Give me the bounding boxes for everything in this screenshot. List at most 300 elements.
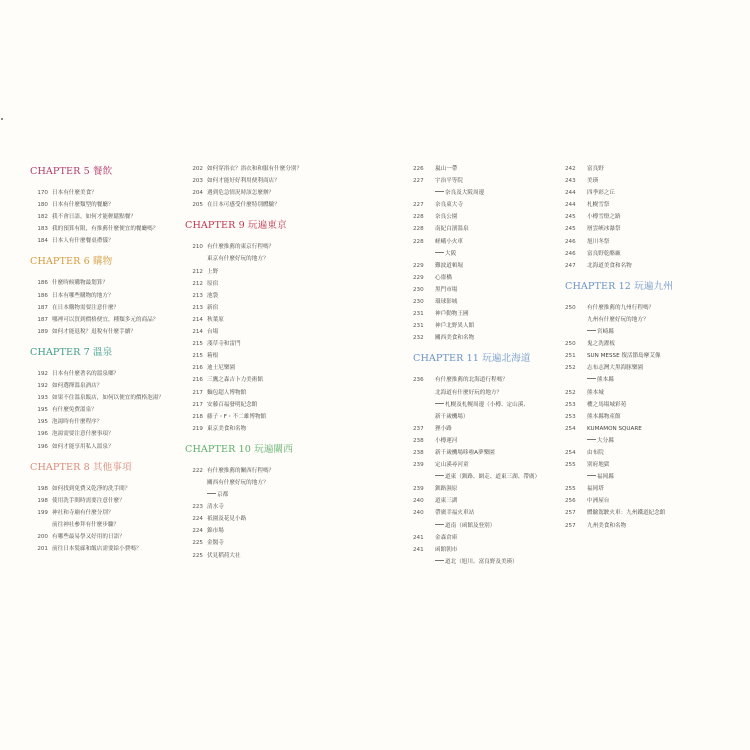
entry-title-text: 我不會日語，如何才能輕鬆點餐？ <box>52 214 136 221</box>
contents-entry <box>30 302 180 314</box>
entry-title-text: 狸小路 <box>435 425 452 432</box>
entry-title <box>52 519 180 531</box>
entry-title <box>435 471 563 483</box>
contents-entry <box>565 520 730 532</box>
contents-entry <box>185 253 385 265</box>
entry-title <box>52 314 180 326</box>
entry-title-text: 札幌及札幌周邊（小樽、定山溪、 <box>445 401 529 408</box>
entry-title-text: 如何才能享用私人溫泉？ <box>52 443 114 450</box>
entry-title-text: 錦市場 <box>207 528 224 535</box>
entry-title <box>435 296 563 308</box>
entry-page-number: 199 <box>37 509 48 516</box>
entry-page-number: 228 <box>413 226 424 233</box>
entry-page-number: 238 <box>413 449 424 456</box>
entry-title <box>52 235 180 247</box>
contents-entry <box>185 525 385 537</box>
contents-entry <box>30 392 180 404</box>
entry-title <box>587 483 730 495</box>
entry-page-number: 228 <box>413 238 424 245</box>
entry-title-text: 清水寺 <box>207 504 224 511</box>
contents-entry <box>565 399 730 411</box>
entry-title-text: 有哪些最易學又好用的日語？ <box>52 533 125 540</box>
contents-entry <box>185 163 385 175</box>
entry-page-number: 224 <box>192 528 203 535</box>
entry-title-text: 什麼時候購物最划算？ <box>52 280 108 287</box>
chapter-heading: CHAPTER 5 餐飲 <box>30 166 113 177</box>
entry-title-text: 鬼之洗濯板 <box>587 341 615 348</box>
chapter-heading: CHAPTER 6 購物 <box>30 256 113 268</box>
entry-title-text: 環球影城 <box>435 299 458 306</box>
contents-entry <box>185 314 385 326</box>
entry-title-text: 福岡塔 <box>587 486 604 493</box>
entry-page-number: 238 <box>413 437 424 444</box>
entry-page-number: 201 <box>37 546 48 553</box>
entry-page-number: 254 <box>565 425 576 432</box>
entry-title-text: 由布院 <box>587 449 604 456</box>
entry-page-number: 231 <box>413 323 424 330</box>
entry-page-number: 247 <box>565 262 576 269</box>
contents-entry <box>30 507 180 519</box>
entry-title-text: 如何才能退稅？退稅有什麼手續？ <box>52 328 136 335</box>
entry-page-number: 239 <box>413 486 424 493</box>
entry-title-text: 如何穿浴衣？浴衣和和服有什麼分別？ <box>207 166 303 172</box>
contents-entry <box>185 537 385 549</box>
entry-page-number: 246 <box>565 250 576 257</box>
contents-entry <box>185 477 385 489</box>
contents-entry <box>413 187 563 199</box>
contents-entry <box>413 447 563 459</box>
entry-page-number: 229 <box>413 262 424 269</box>
contents-entry <box>185 350 385 362</box>
contents-entry <box>565 199 730 211</box>
contents-entry <box>185 266 385 278</box>
entry-page-number: 183 <box>37 226 48 233</box>
contents-entry <box>413 495 563 507</box>
entry-title-text: 我的預算有限，有推薦什麼便宜的餐廳嗎？ <box>52 226 159 233</box>
contents-entry <box>413 459 563 471</box>
entry-title-text: 神戶北野異人館 <box>435 323 475 330</box>
page-margin-mark <box>1 118 3 120</box>
entry-title <box>435 332 563 344</box>
entry-title <box>587 447 730 459</box>
chapter-heading: CHAPTER 11 玩遍北海道 <box>413 353 531 365</box>
entry-title-text: 志布志灣大黑海豚樂園 <box>587 365 643 372</box>
entry-title-text: 有什麼推薦的九州行程嗎？ <box>587 304 655 311</box>
contents-entry <box>413 260 563 272</box>
contents-entry <box>413 556 563 568</box>
entry-title <box>435 423 563 435</box>
entry-title <box>435 507 563 519</box>
entry-title <box>587 435 730 447</box>
entry-title <box>207 489 385 501</box>
entry-title-text: 安藤百福發明紀念館 <box>207 401 258 408</box>
entry-title <box>52 495 180 507</box>
entry-title <box>587 423 730 435</box>
contents-entry <box>185 423 385 435</box>
entry-title <box>587 326 730 338</box>
entry-title <box>52 507 180 519</box>
entry-title <box>207 266 385 278</box>
contents-entry <box>30 326 180 338</box>
contents-entry <box>413 399 563 411</box>
entry-page-number: 225 <box>192 540 203 547</box>
entry-page-number: 205 <box>192 202 203 209</box>
contents-entry <box>30 199 180 211</box>
entry-page-number: 187 <box>37 316 48 323</box>
entry-title <box>52 531 180 543</box>
entry-title <box>52 483 180 495</box>
contents-entry <box>30 416 180 428</box>
entry-title-text: 在日本購物需要注意什麼？ <box>52 304 120 311</box>
contents-entry <box>185 326 385 338</box>
entry-page-number: 196 <box>37 431 48 438</box>
entry-title <box>435 248 563 260</box>
entry-page-number: 246 <box>565 238 576 245</box>
entry-title <box>587 471 730 483</box>
entry-page-number: 242 <box>565 166 576 172</box>
contents-entry <box>413 248 563 260</box>
contents-entry <box>413 544 563 556</box>
entry-title-text: 有什麼推薦的關西行程嗎？ <box>207 467 275 474</box>
entry-title <box>207 465 385 477</box>
contents-entry <box>185 489 385 501</box>
entry-page-number: 250 <box>565 304 576 311</box>
contents-entry <box>30 187 180 199</box>
entry-title-text: 日本有什麼美食？ <box>52 190 97 196</box>
contents-entry <box>413 411 563 423</box>
entry-title-text: 奈良及大阪周邊 <box>445 190 485 197</box>
entry-title-text: 如果不住溫泉飯店，如何以便宜的價格泡湯？ <box>52 395 164 402</box>
contents-entry <box>30 441 180 453</box>
entry-title-text: 體驗駕駛火車：九州鐵道紀念館 <box>587 510 666 517</box>
contents-entry <box>413 163 563 175</box>
entry-title <box>435 260 563 272</box>
entry-page-number: 245 <box>565 214 576 221</box>
entry-title-text: 日本有什麼著名的溫泉鄉？ <box>52 370 120 377</box>
contents-entry <box>30 380 180 392</box>
entry-title-text: 泡湯時有什麼程序？ <box>52 419 103 426</box>
contents-entry <box>565 326 730 338</box>
entry-title-text: 層雲峽冰瀑祭 <box>587 226 621 233</box>
entry-page-number: 219 <box>192 425 203 432</box>
entry-page-number: 241 <box>413 534 424 541</box>
entry-title <box>435 483 563 495</box>
entry-title-text: 京都 <box>217 492 229 499</box>
entry-page-number: 253 <box>565 401 576 408</box>
entry-title-text: 箱根 <box>207 353 219 360</box>
entry-title-text: 新千歲機場） <box>435 413 469 420</box>
contents-entry <box>565 314 730 326</box>
contents-entry <box>185 278 385 290</box>
entry-title <box>587 199 730 211</box>
contents-entry <box>185 338 385 350</box>
entry-page-number: 251 <box>565 353 576 360</box>
entry-page-number: 254 <box>565 449 576 456</box>
entry-title <box>435 399 563 411</box>
entry-page-number: 257 <box>565 522 576 529</box>
entry-title-text: 遇到危急情況時該怎麼辦？ <box>207 190 275 197</box>
entry-title-text: 旭川冬祭 <box>587 238 610 245</box>
contents-entry <box>565 423 730 435</box>
entry-page-number: 184 <box>37 238 48 245</box>
entry-title-text: 南紀白濱溫泉 <box>435 226 469 233</box>
entry-title-text: 道南（函館及登別） <box>445 522 496 529</box>
entry-title <box>52 441 180 453</box>
entry-page-number: 200 <box>37 533 48 540</box>
contents-entry <box>185 550 385 562</box>
entry-title-text: 嵯峨小火車 <box>435 238 463 245</box>
contents-column-4 <box>565 163 730 532</box>
entry-title-text: 前往日本髮廊和飯店需要給小費嗎？ <box>52 546 142 553</box>
entry-title <box>587 495 730 507</box>
entry-title-text: 九州有什麼好玩的地方？ <box>587 316 649 323</box>
contents-entry <box>413 374 563 386</box>
section-dash <box>207 493 216 494</box>
contents-entry <box>185 290 385 302</box>
entry-title-text: 帶廣幸福火車站 <box>435 510 475 517</box>
entry-title-text: 大阪 <box>445 250 457 257</box>
entry-title-text: 釧路濕原 <box>435 486 458 493</box>
entry-title <box>207 338 385 350</box>
entry-title <box>435 163 563 175</box>
entry-title <box>207 314 385 326</box>
entry-title-text: 藤子・F・不二雄博物館 <box>207 413 267 420</box>
entry-title-text: 神社和寺廟有什麼分別？ <box>52 509 114 516</box>
entry-title <box>207 537 385 549</box>
entry-title-text: 麵包超人博物館 <box>207 389 247 396</box>
entry-title <box>207 187 385 199</box>
entry-title-text: 金森倉庫 <box>435 534 458 541</box>
contents-entry <box>30 495 180 507</box>
contents-entry <box>30 290 180 302</box>
entry-title-text: 神戶動物王國 <box>435 311 469 318</box>
entry-title <box>435 374 563 386</box>
section-dash <box>587 475 596 476</box>
entry-title <box>435 187 563 199</box>
entry-title-text: 北海道有什麼好玩的地方？ <box>435 389 503 396</box>
entry-title <box>435 284 563 296</box>
entry-page-number: 256 <box>565 498 576 505</box>
entry-title <box>587 507 730 519</box>
entry-page-number: 214 <box>192 329 203 336</box>
contents-entry <box>413 296 563 308</box>
contents-entry <box>185 411 385 423</box>
contents-entry <box>565 435 730 447</box>
entry-title-text: 關西有什麼好玩的地方？ <box>207 479 269 486</box>
contents-entry <box>413 471 563 483</box>
entry-page-number: 250 <box>565 341 576 348</box>
entry-title-text: 定山溪尋河童 <box>435 462 469 469</box>
entry-page-number: 213 <box>192 292 203 299</box>
entry-title-text: 淺草寺和雷門 <box>207 341 241 348</box>
entry-page-number: 187 <box>37 304 48 311</box>
entry-title-text: 奈良公園 <box>435 214 458 221</box>
contents-entry <box>565 387 730 399</box>
contents-entry <box>185 175 385 187</box>
contents-column-3 <box>413 163 563 568</box>
contents-entry <box>565 187 730 199</box>
entry-title <box>587 387 730 399</box>
section-dash <box>587 378 596 379</box>
entry-title <box>435 520 563 532</box>
entry-page-number: 182 <box>37 214 48 221</box>
entry-title <box>435 308 563 320</box>
entry-title-text: 富良野 <box>587 166 604 172</box>
entry-title <box>52 211 180 223</box>
entry-title-text: 泡湯需要注意什麼事項？ <box>52 431 114 438</box>
section-dash <box>435 252 444 253</box>
entry-title-text: 中洲屋台 <box>587 498 610 505</box>
entry-page-number: 257 <box>565 510 576 517</box>
entry-title <box>435 435 563 447</box>
entry-title <box>207 175 385 187</box>
entry-title <box>207 387 385 399</box>
entry-title-text: 道東（釧路、網走、道東三湖、帶廣） <box>445 474 541 481</box>
entry-title <box>207 199 385 211</box>
contents-entry <box>30 223 180 235</box>
contents-entry <box>565 338 730 350</box>
entry-page-number: 186 <box>37 292 48 299</box>
entry-title-text: KUMAMON SQUARE <box>587 425 642 432</box>
contents-entry <box>565 374 730 386</box>
contents-entry <box>30 543 180 555</box>
entry-page-number: 245 <box>565 226 576 233</box>
entry-title <box>52 290 180 302</box>
contents-entry <box>185 513 385 525</box>
entry-page-number: 244 <box>565 190 576 197</box>
contents-entry <box>565 260 730 272</box>
entry-title <box>207 399 385 411</box>
entry-page-number: 230 <box>413 286 424 293</box>
contents-entry <box>185 399 385 411</box>
contents-entry <box>30 531 180 543</box>
entry-page-number: 226 <box>413 166 424 172</box>
entry-title-text: 有什麼免費溫泉？ <box>52 407 97 414</box>
entry-title-text: 小樽運河 <box>435 437 458 444</box>
entry-title <box>52 326 180 338</box>
entry-title <box>207 374 385 386</box>
contents-entry <box>185 465 385 477</box>
contents-entry <box>413 507 563 519</box>
entry-title <box>435 411 563 423</box>
entry-title-text: 有什麼推薦的東京行程嗎？ <box>207 244 275 251</box>
entry-title <box>207 550 385 562</box>
chapter-heading: CHAPTER 10 玩遍關西 <box>185 443 293 455</box>
entry-page-number: 255 <box>565 462 576 469</box>
entry-title-text: 哪裡可以買到價格便宜，種類多元的商品？ <box>52 316 159 323</box>
entry-title-text: 關西美食和名物 <box>435 335 475 342</box>
entry-title <box>52 187 180 199</box>
contents-entry <box>413 520 563 532</box>
entry-page-number: 237 <box>413 425 424 432</box>
contents-entry <box>30 235 180 247</box>
entry-title-text: 東京有什麼好玩的地方？ <box>207 256 269 263</box>
contents-entry <box>413 272 563 284</box>
entry-title-text: 奈良東大寺 <box>435 202 463 209</box>
entry-page-number: 240 <box>413 510 424 517</box>
contents-entry <box>413 284 563 296</box>
entry-page-number: 239 <box>413 462 424 469</box>
entry-title-text: 黑門市場 <box>435 286 458 293</box>
contents-entry <box>185 241 385 253</box>
section-dash <box>587 330 596 331</box>
entry-title <box>587 211 730 223</box>
entry-title-text: 迪士尼樂園 <box>207 365 235 372</box>
entry-title <box>435 175 563 187</box>
entry-title <box>207 477 385 489</box>
entry-title <box>587 223 730 235</box>
entry-title <box>207 501 385 513</box>
contents-entry <box>413 435 563 447</box>
contents-entry <box>565 211 730 223</box>
contents-column-1 <box>30 163 180 555</box>
contents-entry <box>413 199 563 211</box>
entry-title-text: 函館朝市 <box>435 546 458 553</box>
entry-title-text: 前往神社參拜有什麼步驟？ <box>52 521 120 528</box>
section-dash <box>435 524 444 525</box>
contents-entry <box>185 187 385 199</box>
entry-title <box>587 163 730 175</box>
entry-page-number: 198 <box>37 485 48 492</box>
chapter-heading: CHAPTER 8 其他事項 <box>30 461 132 473</box>
contents-entry <box>565 362 730 374</box>
entry-title-text: 三鷹之森吉卜力美術館 <box>207 377 263 384</box>
entry-title <box>52 392 180 404</box>
entry-title <box>52 404 180 416</box>
entry-title <box>52 543 180 555</box>
contents-entry <box>185 302 385 314</box>
contents-entry <box>413 483 563 495</box>
contents-entry <box>185 501 385 513</box>
entry-page-number: 231 <box>413 311 424 318</box>
entry-title-text: 新宿 <box>207 304 219 311</box>
entry-title-text: 日本有什麼類型的餐廳？ <box>52 202 114 209</box>
entry-page-number: 215 <box>192 341 203 348</box>
contents-entry <box>185 362 385 374</box>
contents-entry <box>30 483 180 495</box>
entry-title-text: 熊本縣物產館 <box>587 413 621 420</box>
entry-page-number: 212 <box>192 268 203 275</box>
contents-entry <box>413 320 563 332</box>
entry-title-text: 秋葉原 <box>207 316 224 323</box>
contents-entry <box>413 236 563 248</box>
entry-title <box>587 459 730 471</box>
entry-title <box>435 459 563 471</box>
contents-entry <box>565 411 730 423</box>
entry-title <box>207 278 385 290</box>
entry-title <box>587 374 730 386</box>
entry-title <box>587 399 730 411</box>
entry-title <box>435 211 563 223</box>
contents-entry <box>565 495 730 507</box>
entry-title-text: 上野 <box>207 268 219 275</box>
entry-page-number: 198 <box>37 497 48 504</box>
contents-entry <box>30 211 180 223</box>
contents-column-2 <box>185 163 385 562</box>
contents-entry <box>413 175 563 187</box>
entry-title-text: 道東三湖 <box>435 498 458 505</box>
entry-title-text: 如何選擇溫泉酒店？ <box>52 383 103 390</box>
entry-title-text: 別府地獄 <box>587 462 610 469</box>
entry-page-number: 180 <box>37 202 48 209</box>
entry-title <box>52 223 180 235</box>
entry-title <box>207 302 385 314</box>
entry-title-text: 伏見稻荷大社 <box>207 552 241 559</box>
contents-entry <box>30 368 180 380</box>
entry-title <box>435 544 563 556</box>
entry-page-number: 210 <box>192 244 203 251</box>
entry-page-number: 222 <box>192 467 203 474</box>
